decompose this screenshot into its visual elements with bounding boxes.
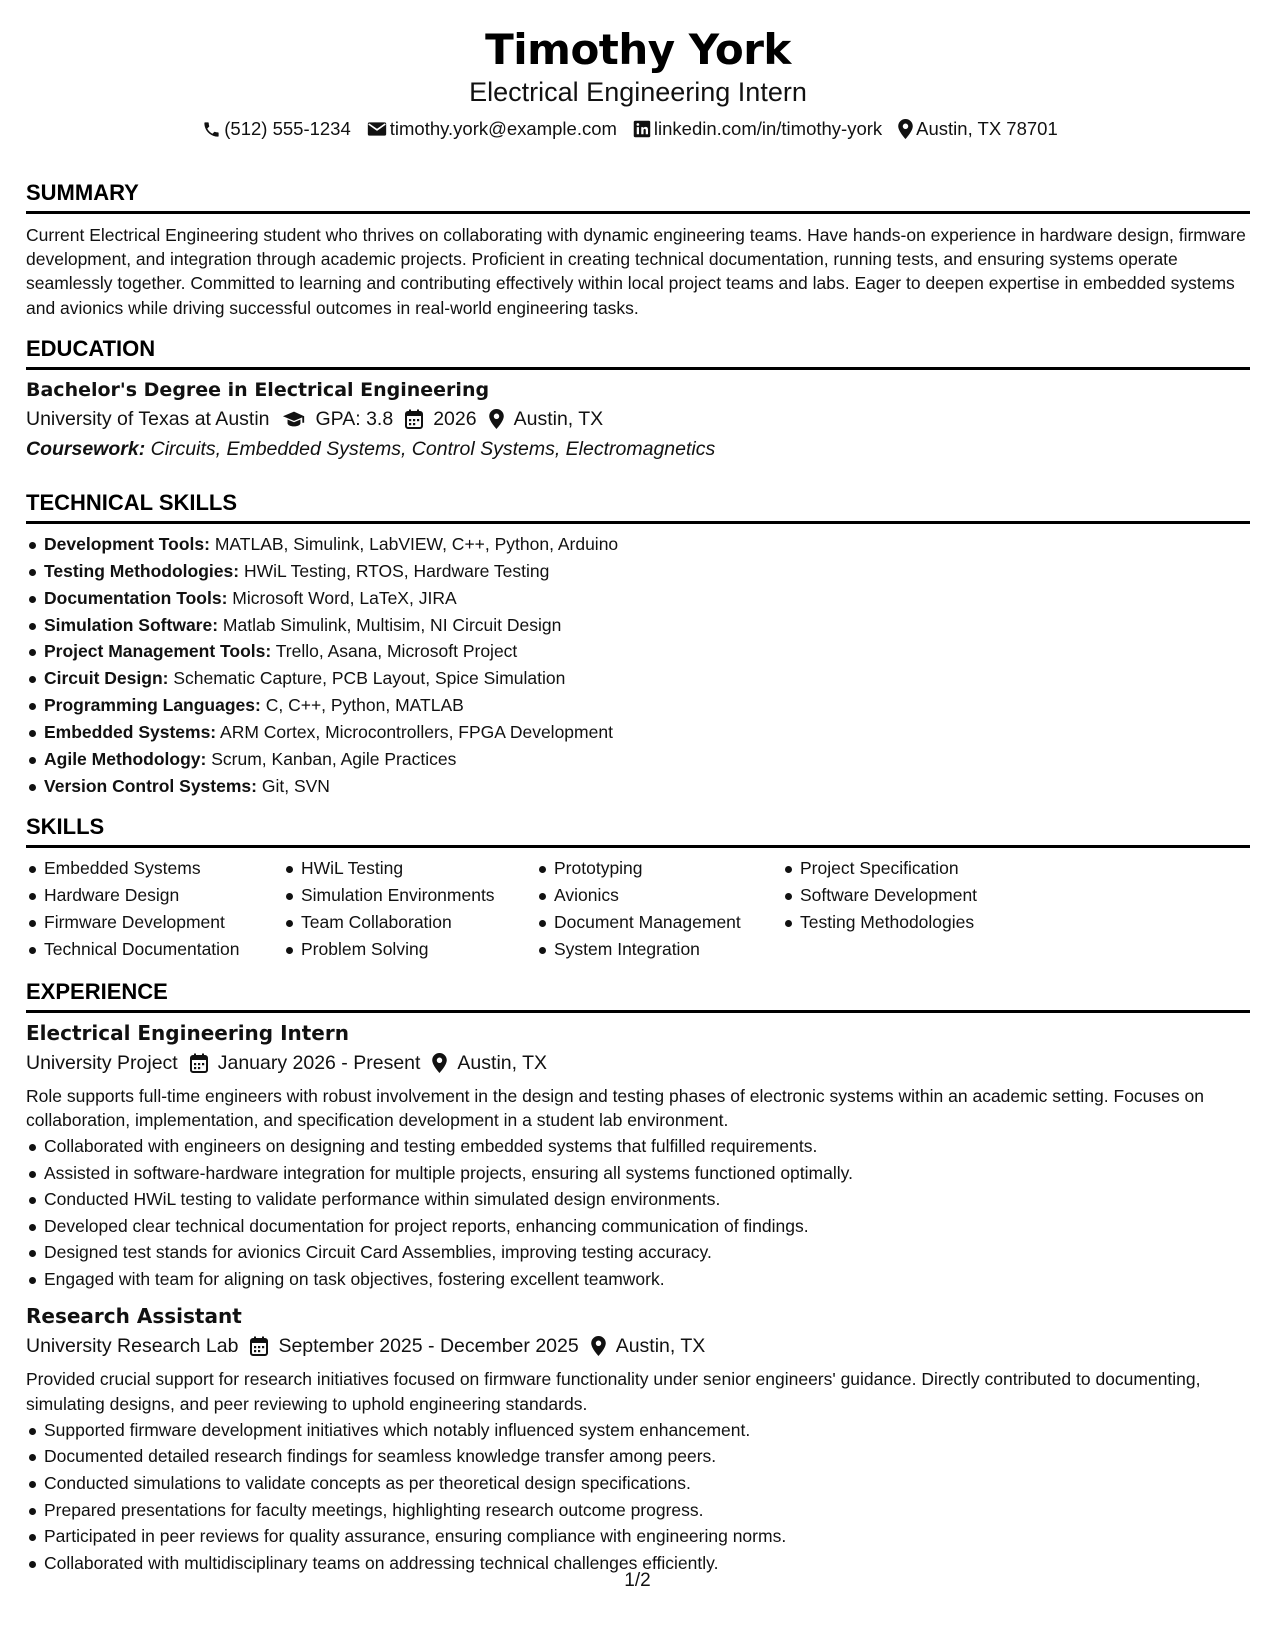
skill-category: Agile Methodology: bbox=[44, 749, 207, 770]
list-item: Firmware Development bbox=[26, 909, 283, 936]
skills-grid bbox=[26, 855, 1250, 963]
list-item bbox=[26, 719, 1250, 746]
list-item: Team Collaboration bbox=[283, 909, 536, 936]
coursework-line bbox=[26, 435, 1250, 463]
coursework-label: Coursework: bbox=[26, 437, 146, 460]
contact-location bbox=[898, 117, 1058, 141]
candidate-role: Electrical Engineering Intern bbox=[469, 77, 807, 107]
skill-values: Trello, Asana, Microsoft Project bbox=[275, 641, 518, 662]
list-item bbox=[26, 585, 1250, 612]
job-description: Role supports full-time engineers with robust involvement in the design and testing phases of electronic systems within an academic setting. Focuses on collaboration, implementation, and specification development in a student lab environment. bbox=[26, 1085, 1204, 1130]
list-item: Supported firmware development initiatives which notably influenced system enhancement. bbox=[26, 1417, 1250, 1444]
job-dates: September 2025 - December 2025 bbox=[278, 1335, 579, 1358]
list-item bbox=[26, 531, 1250, 558]
skill-category: Version Control Systems: bbox=[44, 775, 257, 796]
school-name: University of Texas at Austin bbox=[26, 407, 270, 430]
skill-category: Documentation Tools: bbox=[44, 587, 228, 608]
list-item: Participated in peer reviews for quality assurance, ensuring compliance with engineering norms. bbox=[26, 1523, 1250, 1550]
list-item: Document Management bbox=[536, 909, 782, 936]
contact-phone[interactable] bbox=[202, 117, 351, 141]
skill-category: Project Management Tools: bbox=[44, 641, 272, 662]
list-item bbox=[26, 665, 1250, 692]
list-item: Designed test stands for avionics Circuit Card Assemblies, improving testing accuracy. bbox=[26, 1239, 1250, 1266]
calendar-icon bbox=[405, 409, 423, 429]
resume-page bbox=[26, 0, 1250, 1650]
summary-text: Current Electrical Engineering student who thrives on collaborating with dynamic engineering teams. Have hands-on experience in hardware design, firmware development, and integration through academic projects. Proficient in creating technical documentation, running tests, and ensuring systems operate seamlessly together. Committed to learning and contributing effectively within local project teams and labs. Eager to deepen expertise in embedded systems and avionics while driving successful outcomes in real-world engineering tasks. bbox=[26, 225, 1246, 318]
list-item: Documented detailed research findings for seamless knowledge transfer among peers. bbox=[26, 1443, 1250, 1470]
list-item: Collaborated with engineers on designing and testing embedded systems that fulfilled requirements. bbox=[26, 1133, 1250, 1160]
map-pin-icon bbox=[432, 1053, 447, 1073]
list-item: Embedded Systems bbox=[26, 855, 283, 882]
list-item: Avionics bbox=[536, 882, 782, 909]
list-item: Prepared presentations for faculty meetings, highlighting research outcome progress. bbox=[26, 1497, 1250, 1524]
list-item: Collaborated with multidisciplinary teams on addressing technical challenges efficiently. bbox=[26, 1550, 1250, 1577]
degree-title: Bachelor's Degree in Electrical Engineering bbox=[26, 378, 490, 401]
map-pin-icon bbox=[591, 1336, 606, 1356]
calendar-icon bbox=[190, 1053, 208, 1073]
skill-values: Git, SVN bbox=[261, 775, 330, 796]
phone-text: (512) 555-1234 bbox=[224, 118, 351, 139]
list-item: Engaged with team for aligning on task objectives, fostering excellent teamwork. bbox=[26, 1266, 1250, 1293]
contact-email[interactable] bbox=[367, 117, 617, 141]
skill-values: Microsoft Word, LaTeX, JIRA bbox=[232, 587, 457, 608]
map-pin-icon bbox=[489, 409, 504, 429]
job-org: University Research Lab bbox=[26, 1335, 239, 1358]
skill-category: Embedded Systems: bbox=[44, 722, 217, 743]
skill-category: Programming Languages: bbox=[44, 695, 261, 716]
map-pin-icon bbox=[898, 119, 913, 139]
list-item: Software Development bbox=[782, 882, 1042, 909]
calendar-icon bbox=[250, 1336, 268, 1356]
list-item: Problem Solving bbox=[283, 936, 536, 963]
list-item: Simulation Environments bbox=[283, 882, 536, 909]
job-title: Electrical Engineering Intern bbox=[26, 1020, 349, 1045]
summary-heading: SUMMARY bbox=[26, 180, 1250, 214]
list-item: Conducted simulations to validate concepts as per theoretical design specifications. bbox=[26, 1470, 1250, 1497]
skills-column bbox=[536, 855, 782, 963]
skill-values: Matlab Simulink, Multisim, NI Circuit Design bbox=[222, 614, 562, 635]
job-entry bbox=[26, 1019, 1250, 1293]
list-item bbox=[26, 773, 1250, 800]
skills-heading: SKILLS bbox=[26, 814, 1250, 848]
list-item bbox=[26, 612, 1250, 639]
job-org: University Project bbox=[26, 1051, 178, 1074]
list-item: Developed clear technical documentation for project reports, enhancing communication of findings. bbox=[26, 1213, 1250, 1240]
list-item: Testing Methodologies bbox=[782, 909, 1042, 936]
list-item: Technical Documentation bbox=[26, 936, 283, 963]
list-item bbox=[26, 746, 1250, 773]
envelope-icon bbox=[367, 121, 387, 137]
technical-skills-heading: TECHNICAL SKILLS bbox=[26, 490, 1250, 524]
contact-line bbox=[10, 117, 1250, 141]
linkedin-icon bbox=[633, 120, 651, 138]
job-bullet-list bbox=[26, 1133, 1250, 1293]
list-item bbox=[26, 692, 1250, 719]
list-item: Project Specification bbox=[782, 855, 1042, 882]
job-dates: January 2026 - Present bbox=[217, 1051, 421, 1074]
list-item: System Integration bbox=[536, 936, 782, 963]
skills-column bbox=[782, 855, 1042, 963]
list-item: HWiL Testing bbox=[283, 855, 536, 882]
school-location: Austin, TX bbox=[513, 407, 604, 430]
resume-header bbox=[26, 24, 1250, 141]
candidate-name: Timothy York bbox=[485, 25, 791, 74]
skill-values: Schematic Capture, PCB Layout, Spice Simulation bbox=[173, 668, 566, 689]
list-item: Prototyping bbox=[536, 855, 782, 882]
list-item: Conducted HWiL testing to validate performance within simulated design environments. bbox=[26, 1186, 1250, 1213]
technical-skills-list bbox=[26, 531, 1250, 800]
list-item bbox=[26, 558, 1250, 585]
skill-values: C, C++, Python, MATLAB bbox=[265, 695, 464, 716]
phone-icon bbox=[202, 120, 221, 139]
job-bullet-list bbox=[26, 1417, 1250, 1577]
list-item bbox=[26, 638, 1250, 665]
list-item: Hardware Design bbox=[26, 882, 283, 909]
graduation-year: 2026 bbox=[433, 407, 477, 430]
skill-values: MATLAB, Simulink, LabVIEW, C++, Python, Arduino bbox=[214, 533, 619, 554]
skills-column bbox=[283, 855, 536, 963]
email-text: timothy.york@example.com bbox=[389, 118, 617, 139]
education-heading: EDUCATION bbox=[26, 336, 1250, 370]
job-location: Austin, TX bbox=[615, 1335, 706, 1358]
gpa-text: GPA: 3.8 bbox=[315, 407, 394, 430]
job-location: Austin, TX bbox=[457, 1051, 548, 1074]
coursework-list: Circuits, Embedded Systems, Control Systems, Electromagnetics bbox=[150, 437, 716, 460]
skill-values: ARM Cortex, Microcontrollers, FPGA Development bbox=[220, 722, 613, 743]
skill-category: Circuit Design: bbox=[44, 668, 169, 689]
graduation-cap-icon bbox=[282, 410, 306, 428]
contact-linkedin[interactable] bbox=[633, 117, 882, 141]
list-item: Assisted in software-hardware integration for multiple projects, ensuring all systems functioned optimally. bbox=[26, 1160, 1250, 1187]
job-meta bbox=[26, 1332, 1250, 1360]
skill-category: Simulation Software: bbox=[44, 614, 219, 635]
linkedin-text: linkedin.com/in/timothy-york bbox=[653, 118, 883, 139]
skill-values: Scrum, Kanban, Agile Practices bbox=[211, 749, 457, 770]
job-entry bbox=[26, 1302, 1250, 1576]
skill-category: Testing Methodologies: bbox=[44, 560, 240, 581]
skill-category: Development Tools: bbox=[44, 533, 210, 554]
location-text: Austin, TX 78701 bbox=[916, 118, 1058, 139]
page-number: 1/2 bbox=[624, 1570, 651, 1591]
job-description: Provided crucial support for research initiatives focused on firmware functionality under senior engineers' guidance. Directly contributed to documenting, simulating designs, and peer reviewing to uphold engineering standards. bbox=[26, 1369, 1201, 1414]
education-meta bbox=[26, 405, 1250, 433]
skills-column bbox=[26, 855, 283, 963]
experience-heading: EXPERIENCE bbox=[26, 979, 1250, 1013]
job-meta bbox=[26, 1049, 1250, 1077]
skill-values: HWiL Testing, RTOS, Hardware Testing bbox=[243, 560, 550, 581]
job-title: Research Assistant bbox=[26, 1304, 242, 1329]
